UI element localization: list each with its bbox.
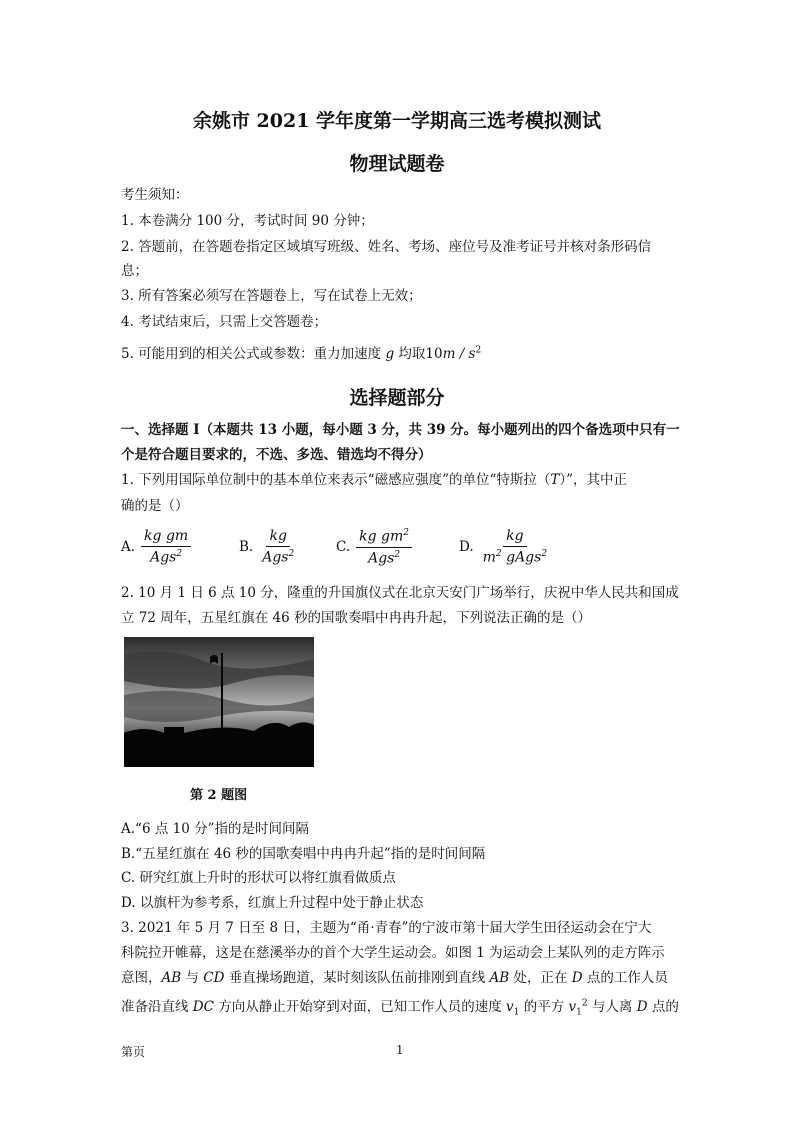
q1-option-a: A. $\frac{\text{kg gm}}{Ags^2}$ xyxy=(121,522,191,572)
q2-option-b: B.“五星红旗在 46 秒的国歌奏唱中冉冉升起”指的是时间间隔 xyxy=(121,846,486,862)
page-number: 1 xyxy=(396,1043,404,1057)
q2-stem-line1: 2. 10 月 1 日 6 点 10 分，隆重的升国旗仪式在北京天安门广场举行，庆祝中华人民共和国成 xyxy=(121,585,679,601)
q1-stem-line2: 确的是（） xyxy=(121,498,189,514)
q3-stem-line3: 意图，AB 与 CD 垂直操场跑道，某时刻该队伍前排刚到直线 AB 处，正在 D 点的工作人员 xyxy=(121,970,668,986)
notice-item-2-cont: 息； xyxy=(121,263,148,279)
q1-options xyxy=(121,522,681,572)
q1-option-b: B. $\frac{kg}{Ags^2}$ xyxy=(239,522,297,572)
section-heading-1: 一、选择题 I（本题共 13 小题，每小题 3 分，共 39 分。每小题列出的四个备选项中只有一 xyxy=(121,422,680,438)
notice-heading: 考生须知： xyxy=(121,187,189,203)
flag-photo-graphic xyxy=(124,637,314,767)
notice-item-4: 4. 考试结束后，只需上交答题卷； xyxy=(121,314,328,330)
notice-item-3: 3. 所有答案必须写在答题卷上，写在试卷上无效； xyxy=(121,288,422,304)
q1-stem-line1: 1. 下列用国际单位制中的基本单位来表示“磁感应强度”的单位“特斯拉（T）”，其中正 xyxy=(121,472,628,488)
q3-stem-line4: 准备沿直线 DC 方向从静止开始穿到对面，已知工作人员的速度 $v_1$ 的平方 $v_1^2$ 与人离 D 点的 xyxy=(121,998,679,1018)
q3-stem-line1: 3. 2021 年 5 月 7 日至 8 日，主题为“甬·青春”的宁波市第十届大学生田径运动会在宁大 xyxy=(121,920,652,936)
q1-option-d: D. $\frac{kg}{m^2 gAgs^2}$ xyxy=(459,522,550,572)
section-heading-2: 个是符合题目要求的，不选、多选、错选均不得分） xyxy=(121,447,432,463)
footer-label: 第页 xyxy=(121,1045,146,1059)
q2-option-c: C. 研究红旗上升时的形状可以将红旗看做质点 xyxy=(121,870,396,886)
notice-item-5: 5. 可能用到的相关公式或参数：重力加速度 g 均取$10m / s^2$ xyxy=(121,345,482,362)
q3-stem-line2: 科院拉开帷幕，这是在慈溪举办的首个大学生运动会。如图 1 为运动会上某队列的走方阵示 xyxy=(121,945,665,961)
fraction: $\frac{kg}{Ags^2}$ xyxy=(262,528,295,566)
fraction: $\frac{kg}{m^2 gAgs^2}$ xyxy=(482,528,548,566)
notice-item-2: 2. 答题前，在答题卷指定区域填写班级、姓名、考场、座位号及准考证号并核对条形码信 xyxy=(121,239,652,255)
section-title: 选择题部分 xyxy=(349,387,445,409)
flag-raising-photo xyxy=(124,637,314,767)
q2-stem-line2: 立 72 周年，五星红旗在 46 秒的国歌奏唱中冉冉升起，下列说法正确的是（） xyxy=(121,610,592,626)
fraction: $\frac{kg gm^2}{Ags^2}$ xyxy=(356,528,412,566)
fraction: $\frac{\text{kg gm}}{Ags^2}$ xyxy=(141,528,191,566)
q1-option-c: C. $\frac{kg gm^2}{Ags^2}$ xyxy=(336,522,412,572)
q2-option-a: A.“6 点 10 分”指的是时间间隔 xyxy=(121,821,309,837)
page-subtitle: 物理试题卷 xyxy=(349,153,445,175)
notice-item-1: 1. 本卷满分 100 分，考试时间 90 分钟； xyxy=(121,213,374,229)
q2-option-d: D. 以旗杆为参考系，红旗上升过程中处于静止状态 xyxy=(121,895,424,911)
page-title: 余姚市 2021 学年度第一学期高三选考模拟测试 xyxy=(192,110,602,132)
q2-figure-caption: 第 2 题图 xyxy=(190,788,248,803)
